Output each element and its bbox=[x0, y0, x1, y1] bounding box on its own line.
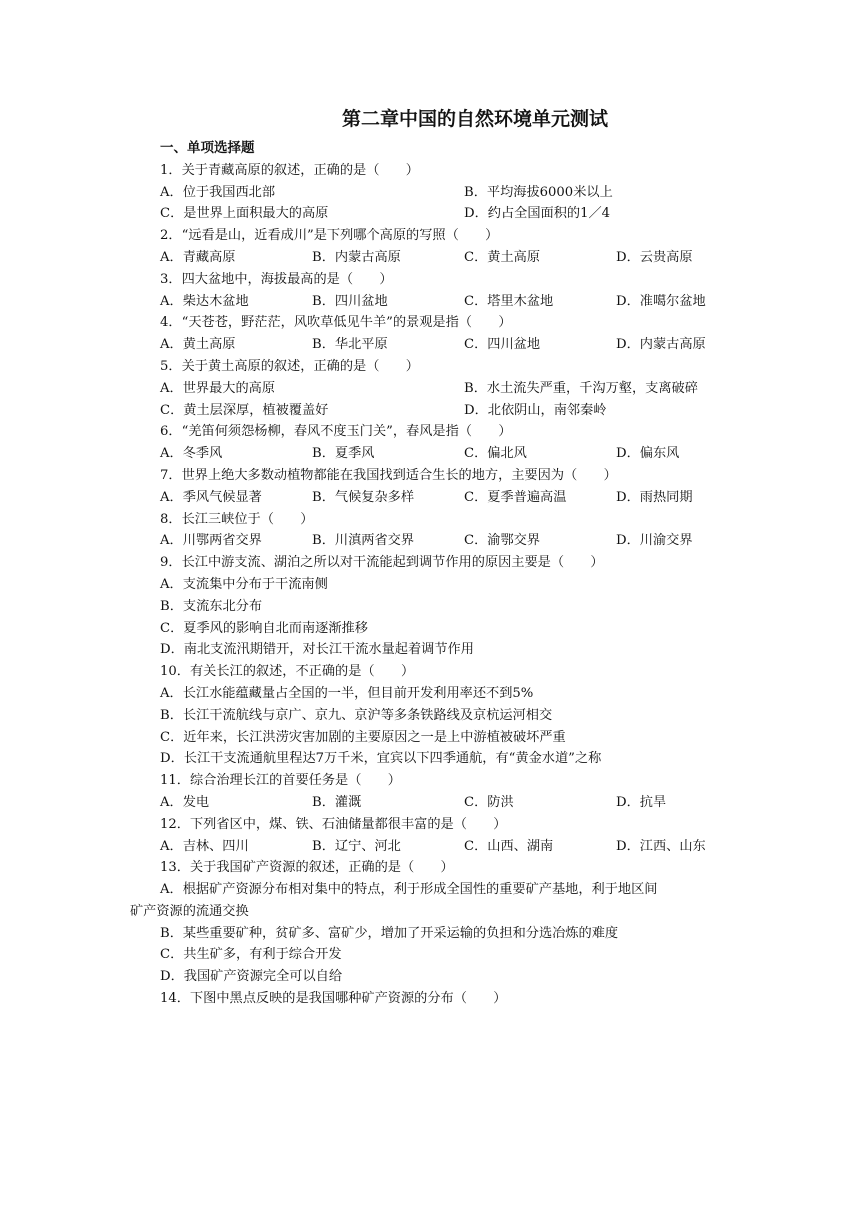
q5-option-b: B．水土流失严重，千沟万壑，支离破碎 bbox=[464, 380, 698, 396]
question-12-stem: 12．下列省区中，煤、铁、石油储量都很丰富的是（ ） bbox=[160, 816, 507, 832]
q6-option-c: C．偏北风 bbox=[464, 446, 527, 462]
q13-option-b: B．某些重要矿种，贫矿多、富矿少，增加了开采运输的负担和分选冶炼的难度 bbox=[160, 925, 619, 941]
q11-option-c: C．防洪 bbox=[464, 794, 514, 810]
question-6-stem: 6．“羌笛何须怨杨柳，春风不度玉门关”，春风是指（ ） bbox=[160, 424, 512, 440]
question-3-options bbox=[160, 291, 734, 313]
q5-option-a: A．世界最大的高原 bbox=[160, 380, 276, 396]
q3-option-b: B．四川盆地 bbox=[312, 293, 388, 309]
q4-option-b: B．华北平原 bbox=[312, 337, 388, 353]
question-7-stem: 7．世界上绝大多数动植物都能在我国找到适合生长的地方，主要因为（ ） bbox=[160, 467, 617, 483]
question-4-options bbox=[160, 334, 734, 356]
q2-option-a: A．青藏高原 bbox=[160, 249, 236, 265]
q5-option-c: C．黄土层深厚，植被覆盖好 bbox=[160, 402, 329, 418]
q8-option-c: C．渝鄂交界 bbox=[464, 533, 541, 549]
q1-option-b: B．平均海拔6000米以上 bbox=[464, 184, 613, 200]
q10-option-b: B．长江干流航线与京广、京九、京沪等多条铁路线及京杭运河相交 bbox=[160, 707, 553, 723]
q9-option-d: D．南北支流汛期错开，对长江干流水量起着调节作用 bbox=[160, 642, 474, 658]
q12-option-b: B．辽宁、河北 bbox=[312, 838, 401, 854]
question-14-stem: 14．下图中黑点反映的是我国哪种矿产资源的分布（ ） bbox=[160, 991, 507, 1007]
q8-option-b: B．川滇两省交界 bbox=[312, 533, 415, 549]
q13-option-d: D．我国矿产资源完全可以自给 bbox=[160, 969, 343, 985]
section-heading: 一、单项选择题 bbox=[160, 140, 255, 156]
q6-option-d: D．偏东风 bbox=[616, 446, 680, 462]
q5-option-d: D．北依阴山，南邻秦岭 bbox=[464, 402, 607, 418]
q10-option-d: D．长江干支流通航里程达7万千米，宜宾以下四季通航，有“黄金水道”之称 bbox=[160, 751, 602, 767]
q1-option-d: D．约占全国面积的1／4 bbox=[464, 206, 611, 222]
q2-option-b: B．内蒙古高原 bbox=[312, 249, 401, 265]
q9-option-c: C．夏季风的影响自北而南逐渐推移 bbox=[160, 620, 368, 636]
q11-option-b: B．灌溉 bbox=[312, 794, 362, 810]
question-7-options bbox=[160, 487, 734, 509]
q13-option-a-line1: A．根据矿产资源分布相对集中的特点，利于形成全国性的重要矿产基地，利于地区间 bbox=[160, 882, 658, 898]
page-title: 第二章中国的自然环境单元测试 bbox=[341, 108, 608, 130]
q9-option-b: B．支流东北分布 bbox=[160, 598, 263, 614]
q4-option-a: A．黄土高原 bbox=[160, 337, 236, 353]
question-11-options bbox=[160, 792, 734, 814]
question-1-stem: 1．关于青藏高原的叙述，正确的是（ ） bbox=[160, 162, 419, 178]
question-5-options-row2 bbox=[160, 400, 734, 422]
q7-option-c: C．夏季普遍高温 bbox=[464, 489, 567, 505]
question-1-options-row2 bbox=[160, 203, 734, 225]
question-13-stem: 13．关于我国矿产资源的叙述，正确的是（ ） bbox=[160, 860, 454, 876]
question-4-stem: 4．“天苍苍，野茫茫，风吹草低见牛羊”的景观是指（ ） bbox=[160, 315, 512, 331]
question-12-options bbox=[160, 836, 734, 858]
q2-option-d: D．云贵高原 bbox=[616, 249, 693, 265]
q3-option-d: D．准噶尔盆地 bbox=[616, 293, 706, 309]
question-11-stem: 11．综合治理长江的首要任务是（ ） bbox=[160, 773, 401, 789]
question-8-stem: 8．长江三峡位于（ ） bbox=[160, 511, 314, 527]
q6-option-a: A．冬季风 bbox=[160, 446, 223, 462]
q9-option-a: A．支流集中分布于干流南侧 bbox=[160, 576, 328, 592]
q4-option-c: C．四川盆地 bbox=[464, 337, 541, 353]
q7-option-b: B．气候复杂多样 bbox=[312, 489, 415, 505]
q8-option-a: A．川鄂两省交界 bbox=[160, 533, 262, 549]
q3-option-a: A．柴达木盆地 bbox=[160, 293, 249, 309]
q13-option-a-line2: 矿产资源的流通交换 bbox=[130, 903, 249, 919]
question-8-options bbox=[160, 530, 734, 552]
q6-option-b: B．夏季风 bbox=[312, 446, 375, 462]
q11-option-d: D．抗旱 bbox=[616, 794, 667, 810]
q12-option-d: D．江西、山东 bbox=[616, 838, 706, 854]
question-6-options bbox=[160, 443, 734, 465]
q12-option-c: C．山西、湖南 bbox=[464, 838, 554, 854]
question-2-options bbox=[160, 247, 734, 269]
q4-option-d: D．内蒙古高原 bbox=[616, 337, 706, 353]
q7-option-a: A．季风气候显著 bbox=[160, 489, 262, 505]
question-9-stem: 9．长江中游支流、湖泊之所以对干流能起到调节作用的原因主要是（ ） bbox=[160, 555, 604, 571]
question-3-stem: 3．四大盆地中，海拔最高的是（ ） bbox=[160, 271, 393, 287]
question-5-stem: 5．关于黄土高原的叙述，正确的是（ ） bbox=[160, 358, 419, 374]
q11-option-a: A．发电 bbox=[160, 794, 210, 810]
question-2-stem: 2．“远看是山，近看成川”是下列哪个高原的写照（ ） bbox=[160, 228, 499, 244]
question-list bbox=[130, 138, 734, 1010]
q8-option-d: D．川渝交界 bbox=[616, 533, 693, 549]
q10-option-a: A．长江水能蕴藏量占全国的一半，但目前开发利用率还不到5% bbox=[160, 685, 534, 701]
q1-option-a: A．位于我国西北部 bbox=[160, 184, 276, 200]
q12-option-a: A．吉林、四川 bbox=[160, 838, 249, 854]
question-5-options-row1 bbox=[160, 378, 734, 400]
q7-option-d: D．雨热同期 bbox=[616, 489, 693, 505]
q2-option-c: C．黄土高原 bbox=[464, 249, 541, 265]
question-1-options-row1 bbox=[160, 182, 734, 204]
q1-option-c: C．是世界上面积最大的高原 bbox=[160, 206, 329, 222]
q10-option-c: C．近年来，长江洪涝灾害加剧的主要原因之一是上中游植被破坏严重 bbox=[160, 729, 566, 745]
q3-option-c: C．塔里木盆地 bbox=[464, 293, 554, 309]
question-10-stem: 10．有关长江的叙述，不正确的是（ ） bbox=[160, 664, 415, 680]
q13-option-c: C．共生矿多，有利于综合开发 bbox=[160, 947, 342, 963]
